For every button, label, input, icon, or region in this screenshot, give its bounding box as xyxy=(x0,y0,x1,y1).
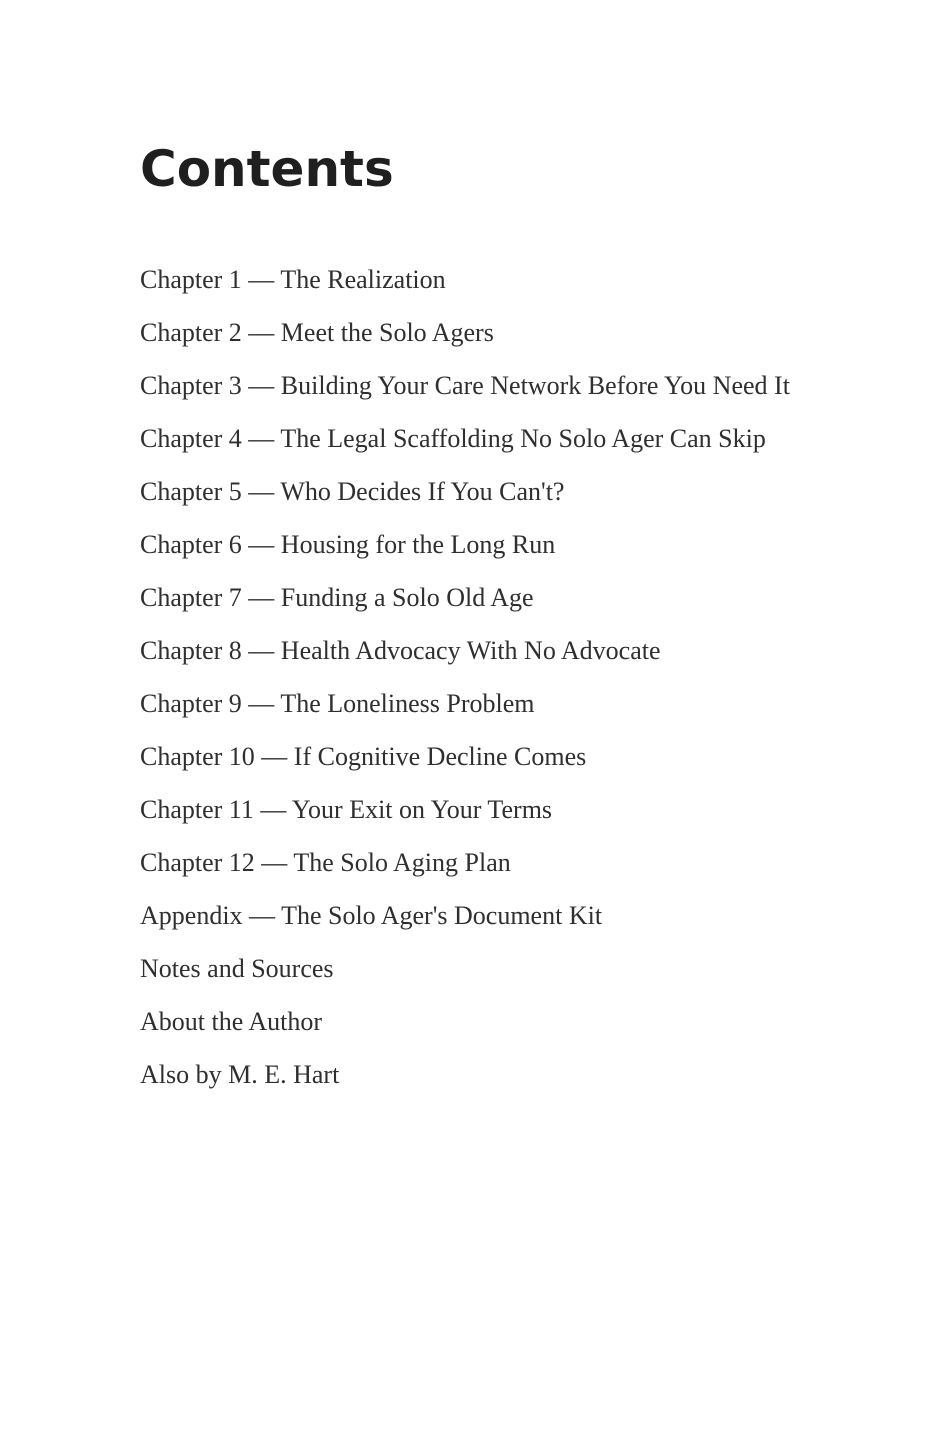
toc-item-about-the-author[interactable]: About the Author xyxy=(140,1007,322,1036)
toc-item-chapter-12[interactable]: Chapter 12 — The Solo Aging Plan xyxy=(140,848,511,877)
page-title: Contents xyxy=(140,140,394,198)
toc-item-chapter-9[interactable]: Chapter 9 — The Loneliness Problem xyxy=(140,689,535,718)
toc-item-chapter-7[interactable]: Chapter 7 — Funding a Solo Old Age xyxy=(140,583,534,612)
toc-item-appendix[interactable]: Appendix — The Solo Ager's Document Kit xyxy=(140,901,603,930)
toc-item-chapter-1[interactable]: Chapter 1 — The Realization xyxy=(140,265,446,294)
toc-item-chapter-4[interactable]: Chapter 4 — The Legal Scaffolding No Solo Ager Can Skip xyxy=(140,424,766,453)
toc-item-chapter-11[interactable]: Chapter 11 — Your Exit on Your Terms xyxy=(140,795,553,824)
toc-item-chapter-5[interactable]: Chapter 5 — Who Decides If You Can't? xyxy=(140,477,565,506)
toc-item-chapter-2[interactable]: Chapter 2 — Meet the Solo Agers xyxy=(140,318,494,347)
toc-item-chapter-8[interactable]: Chapter 8 — Health Advocacy With No Advocate xyxy=(140,636,661,665)
table-of-contents xyxy=(140,261,830,1109)
toc-item-chapter-10[interactable]: Chapter 10 — If Cognitive Decline Comes xyxy=(140,742,587,771)
toc-item-also-by[interactable]: Also by M. E. Hart xyxy=(140,1060,340,1089)
toc-item-chapter-3[interactable]: Chapter 3 — Building Your Care Network Before You Need It xyxy=(140,371,790,400)
toc-item-chapter-6[interactable]: Chapter 6 — Housing for the Long Run xyxy=(140,530,556,559)
toc-item-notes-and-sources[interactable]: Notes and Sources xyxy=(140,954,334,983)
